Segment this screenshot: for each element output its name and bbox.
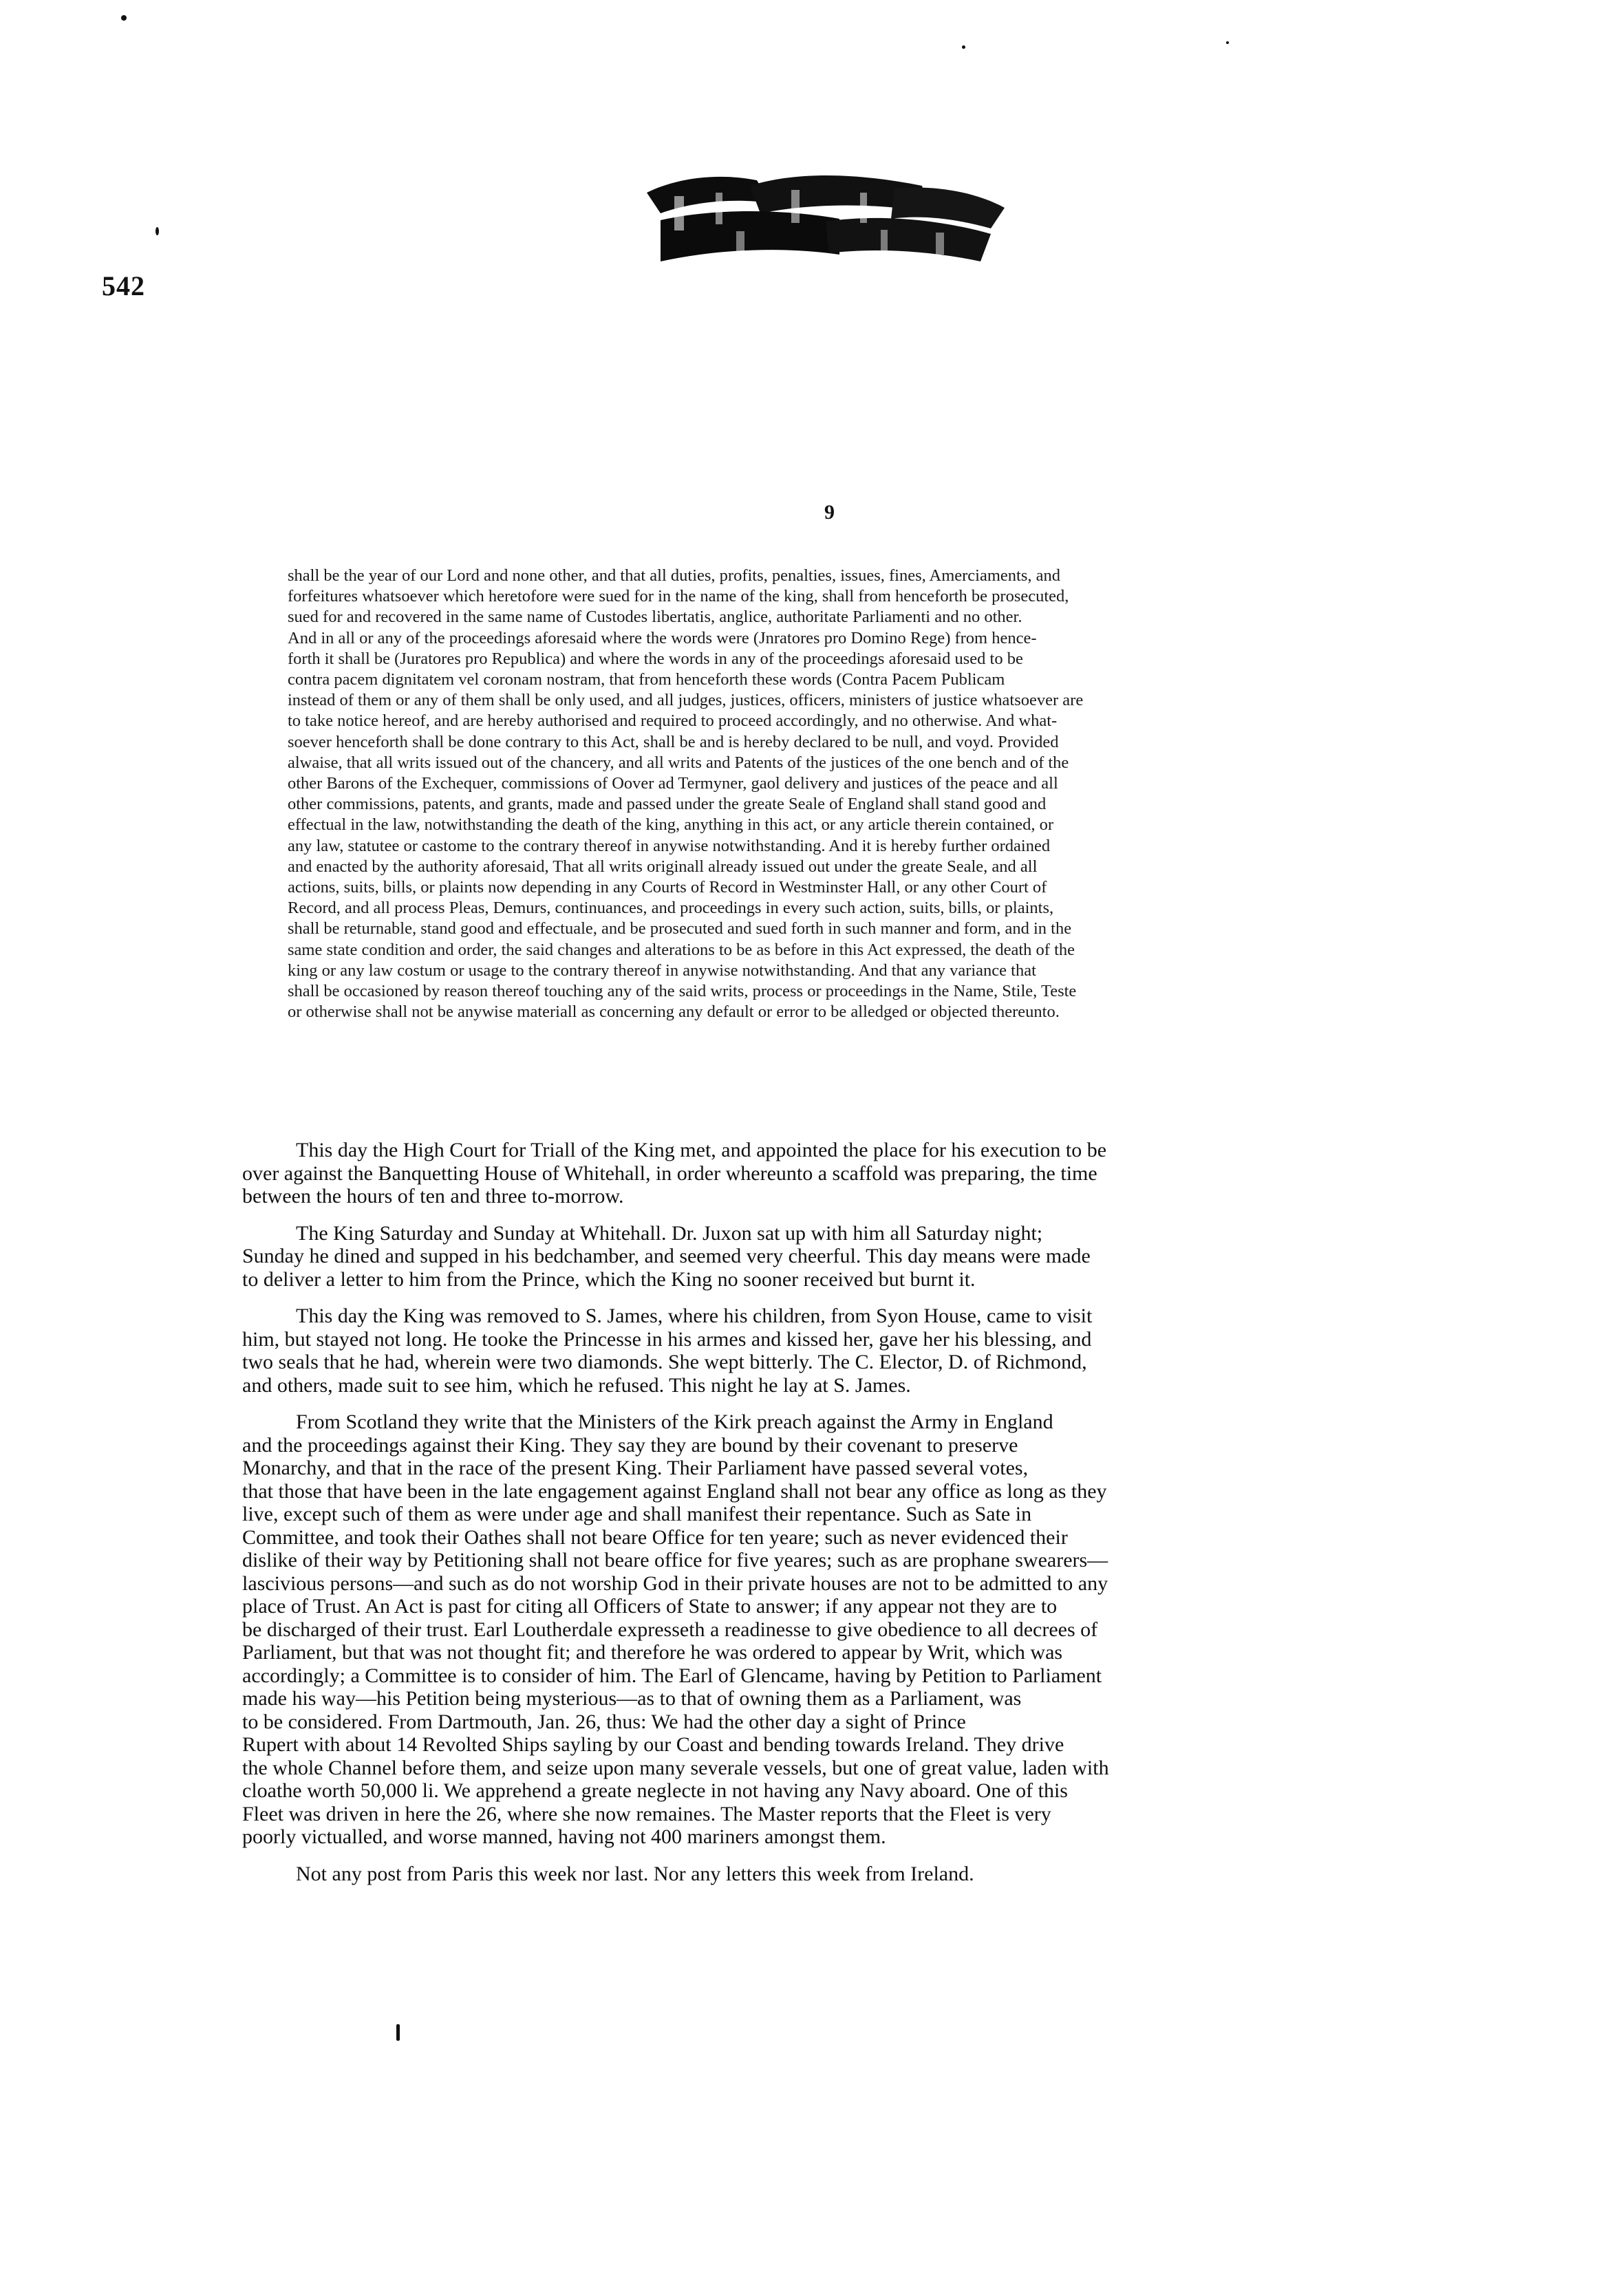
print-speck	[396, 2024, 400, 2041]
quoted-act-line: forth it shall be (Juratores pro Republica) and where the words in any of the proceedings aforesaid used to be	[288, 649, 1023, 668]
body-line: Sunday he dined and supped in his bedchamber, and seemed very cheerful. This day means were made	[242, 1245, 1091, 1267]
paragraph-king-whitehall	[242, 1222, 1439, 1291]
body-line: two seals that he had, wherein were two diamonds. She wept bitterly. The C. Elector, D. of Richmond,	[242, 1351, 1087, 1373]
quoted-act-line: effectual in the law, notwithstanding the death of the king, anything in this act, or any article therein contained, or	[288, 815, 1054, 835]
quoted-act-line: other Barons of the Exchequer, commissions of Oover ad Termyner, gaol delivery and justices of the peace and all	[288, 774, 1058, 793]
masthead-blackletter-image	[633, 165, 1018, 268]
body-line: to be considered. From Dartmouth, Jan. 26, thus: We had the other day a sight of Prince	[242, 1710, 966, 1733]
quoted-act-line: sued for and recovered in the same name of Custodes libertatis, anglice, authoritate Parliamenti and no other.	[288, 608, 1022, 627]
body-line: This day the High Court for Triall of the King met, and appointed the place for his execution to be	[296, 1139, 1107, 1161]
paragraph-king-st-james	[242, 1305, 1439, 1397]
paragraph-court-triall	[242, 1139, 1439, 1208]
body-line: accordingly; a Committee is to consider of him. The Earl of Glencame, having by Petition to Parliament	[242, 1664, 1102, 1687]
quoted-act-line: soever henceforth shall be done contrary to this Act, shall be and is hereby declared to be null, and voyd. Provided	[288, 732, 1059, 751]
body-line: over against the Banquetting House of Whitehall, in order whereunto a scaffold was preparing, the time	[242, 1161, 1097, 1185]
print-speck	[121, 15, 127, 21]
body-line: place of Trust. An Act is past for citing all Officers of State to answer; if any appear not they are to	[242, 1595, 1058, 1618]
body-line: that those that have been in the late engagement against England shall not bear any office as long as they	[242, 1479, 1107, 1503]
page-number: 542	[102, 270, 145, 301]
quoted-act-line: king or any law costum or usage to the contrary thereof in anywise notwithstanding. And that any variance that	[288, 961, 1036, 980]
body-line: Monarchy, and that in the race of the present King. Their Parliament have passed several votes,	[242, 1457, 1029, 1479]
print-speck	[962, 45, 965, 49]
body-line: the whole Channel before them, and seize upon many severale vessels, but one of great value, laden with	[242, 1756, 1109, 1779]
quoted-act-line: other commissions, patents, and grants, made and passed under the greate Seale of England shall stand good and	[288, 795, 1047, 814]
paragraph-scotland	[242, 1410, 1439, 1849]
body-line: made his way—his Petition being mysterious—as to that of owning them as a Parliament, was	[242, 1687, 1022, 1710]
body-line: Not any post from Paris this week nor last. Nor any letters this week from Ireland.	[296, 1862, 974, 1885]
body-line: lascivious persons—and such as do not worship God in their private houses are not to be admitted to any	[242, 1571, 1108, 1595]
body-line: poorly victualled, and worse manned, having not 400 mariners amongst them.	[242, 1825, 886, 1848]
masthead-logo	[633, 165, 1018, 268]
print-speck	[156, 227, 159, 235]
print-speck	[1226, 41, 1229, 44]
quoted-act-line: alwaise, that all writs issued out of the chancery, and all writs and Patents of the justices of the one bench and of the	[288, 753, 1069, 772]
body-line: cloathe worth 50,000 li. We apprehend a greate neglecte in not having any Navy aboard. One of this	[242, 1779, 1068, 1802]
quoted-act-line: shall be occasioned by reason thereof touching any of the said writs, process or proceedings in the Name, Stile, Teste	[288, 982, 1077, 1001]
quoted-act-line: to take notice hereof, and are hereby authorised and required to proceed accordingly, and no otherwise. And what-	[288, 711, 1058, 731]
paragraph-no-post	[242, 1863, 1439, 1886]
body-line: to deliver a letter to him from the Prince, which the King no sooner received but burnt it.	[242, 1267, 976, 1291]
quoted-act-line: any law, statutee or castome to the contrary thereof in anywise notwithstanding. And it is hereby further ordained	[288, 836, 1051, 855]
body-line: and the proceedings against their King. They say they are bound by their covenant to preserve	[242, 1433, 1018, 1457]
quoted-act-block	[288, 566, 1435, 1022]
body-line: Rupert with about 14 Revolted Ships sayling by our Coast and bending towards Ireland. They drive	[242, 1733, 1064, 1756]
section-ornament: 9	[824, 501, 835, 524]
body-line: and others, made suit to see him, which he refused. This night he lay at S. James.	[242, 1373, 911, 1397]
quoted-act-line: shall be the year of our Lord and none other, and that all duties, profits, penalties, issues, fines, Amerciaments, and	[288, 566, 1060, 585]
body-line: live, except such of them as were under age and shall manifest their repentance. Such as Sate in	[242, 1503, 1032, 1525]
body-line: Fleet was driven in here the 26, where she now remaines. The Master reports that the Fleet is very	[242, 1802, 1051, 1825]
body-line: dislike of their way by Petitioning shall not beare office for five yeares; such as are prophane swearers—	[242, 1549, 1108, 1571]
body-line: Parliament, but that was not thought fit; and therefore he was ordered to appear by Writ, which was	[242, 1641, 1063, 1664]
quoted-act-line: Record, and all process Pleas, Demurs, continuances, and proceedings in every such action, suits, bills, or plaints,	[288, 899, 1054, 918]
quoted-act-line: instead of them or any of them shall be only used, and all judges, justices, officers, ministers of justice whatsoever are	[288, 691, 1084, 710]
body-line: between the hours of ten and three to-morrow.	[242, 1185, 624, 1208]
quoted-act-line: and enacted by the authority aforesaid, That all writs originall already issued out under the greate Seale, and all	[288, 857, 1038, 876]
body-line: be discharged of their trust. Earl Loutherdale expresseth a readinesse to give obedience to all decrees of	[242, 1618, 1098, 1641]
body-line: The King Saturday and Sunday at Whitehall. Dr. Juxon sat up with him all Saturday night;	[296, 1221, 1043, 1245]
quoted-act-line: forfeitures whatsoever which heretofore were sued for in the name of the king, shall from henceforth be prosecuted,	[288, 587, 1069, 606]
quoted-act-line: contra pacem dignitatem vel coronam nostram, that from henceforth these words (Contra Pacem Publicam	[288, 670, 1005, 689]
quoted-act-line: actions, suits, bills, or plaints now depending in any Courts of Record in Westminster Hall, or any other Court of	[288, 878, 1047, 897]
body-line: him, but stayed not long. He tooke the Princesse in his armes and kissed her, gave her his blessing, and	[242, 1327, 1092, 1351]
quoted-act-line: same state condition and order, the said changes and alterations to be as before in this Act expressed, the death of the	[288, 940, 1075, 959]
body-line: From Scotland they write that the Ministers of the Kirk preach against the Army in England	[296, 1410, 1053, 1433]
body-line: This day the King was removed to S. James, where his children, from Syon House, came to visit	[296, 1305, 1093, 1327]
main-body-text	[242, 1139, 1439, 1899]
quoted-act-line: or otherwise shall not be anywise materiall as concerning any default or error to be alledged or objected thereunto.	[288, 1002, 1060, 1022]
body-line: Committee, and took their Oathes shall not beare Office for ten yeare; such as never evidenced their	[242, 1525, 1068, 1549]
quoted-act-line: And in all or any of the proceedings aforesaid where the words were (Jnratores pro Domino Rege) from hence-	[288, 628, 1037, 647]
quoted-act-line: shall be returnable, stand good and effectuale, and be prosecuted and sued forth in such manner and form, and in the	[288, 919, 1072, 938]
